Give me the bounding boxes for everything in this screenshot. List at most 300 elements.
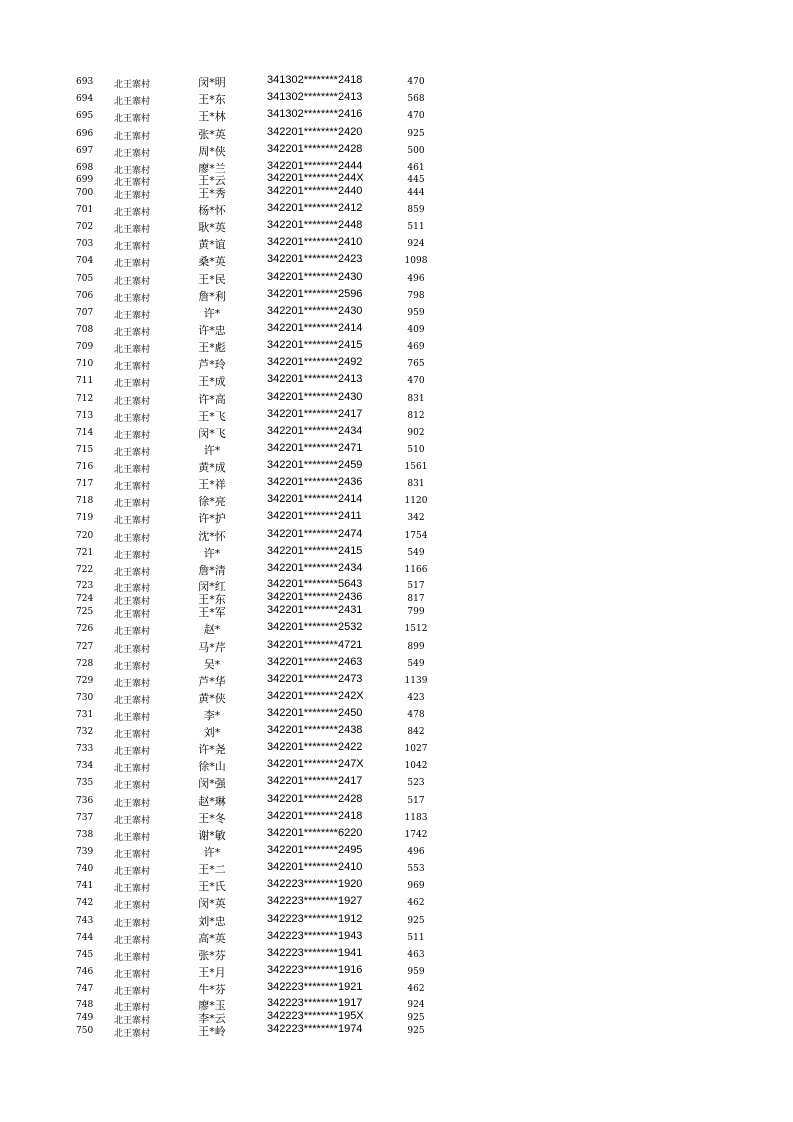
amount-value: 902 — [407, 428, 425, 438]
table-row — [0, 528, 793, 542]
amount-value: 925 — [407, 1026, 425, 1036]
person-name: 闵*强 — [198, 777, 226, 790]
id-number: 342201********2434 — [267, 425, 363, 437]
row-number: 733 — [76, 744, 94, 754]
id-number: 342201********2596 — [267, 288, 363, 300]
id-number: 342201********2532 — [267, 621, 363, 633]
id-number: 342201********2430 — [267, 305, 363, 317]
amount-value: 1166 — [404, 565, 428, 575]
village-name: 北王寨村 — [114, 80, 151, 90]
person-name: 耿*英 — [198, 221, 226, 234]
village-name: 北王寨村 — [114, 645, 151, 655]
table-row — [0, 775, 793, 789]
id-number: 342201********2411 — [267, 510, 362, 522]
row-number: 713 — [76, 411, 94, 421]
id-number: 342201********2436 — [267, 591, 363, 603]
table-row — [0, 964, 793, 978]
row-number: 710 — [76, 359, 94, 369]
person-name: 闵*飞 — [198, 427, 226, 440]
person-name: 闵*明 — [198, 76, 226, 89]
table-row — [0, 741, 793, 755]
person-name: 王*飞 — [198, 410, 226, 423]
amount-value: 553 — [407, 864, 425, 874]
id-number: 342201********4721 — [267, 639, 363, 651]
row-number: 746 — [76, 967, 94, 977]
person-name: 詹*清 — [198, 564, 226, 577]
table-row — [0, 1010, 793, 1024]
amount-value: 798 — [407, 291, 425, 301]
person-name: 王*东 — [198, 93, 226, 106]
amount-value: 462 — [407, 984, 425, 994]
amount-value: 549 — [407, 659, 425, 669]
id-number: 342223********1920 — [267, 878, 363, 890]
table-row — [0, 827, 793, 841]
person-name: 王*氏 — [198, 880, 226, 893]
row-number: 731 — [76, 710, 94, 720]
table-row — [0, 476, 793, 490]
row-number: 698 — [76, 163, 94, 173]
row-number: 703 — [76, 239, 94, 249]
village-name: 北王寨村 — [114, 97, 151, 107]
row-number: 717 — [76, 479, 94, 489]
id-number: 342201********2492 — [267, 356, 363, 368]
village-name: 北王寨村 — [114, 970, 151, 980]
table-row — [0, 442, 793, 456]
id-number: 342223********1927 — [267, 895, 363, 907]
id-number: 342201********2430 — [267, 391, 363, 403]
amount-value: 812 — [407, 411, 425, 421]
row-number: 743 — [76, 916, 94, 926]
table-row — [0, 690, 793, 704]
id-number: 342201********2417 — [267, 775, 363, 787]
id-number: 342201********247X — [267, 758, 364, 770]
village-name: 北王寨村 — [114, 901, 151, 911]
amount-value: 462 — [407, 898, 425, 908]
person-name: 张*芬 — [198, 949, 226, 962]
id-number: 342201********2463 — [267, 656, 363, 668]
row-number: 715 — [76, 445, 94, 455]
table-row — [0, 997, 793, 1011]
amount-value: 463 — [407, 950, 425, 960]
village-name: 北王寨村 — [114, 534, 151, 544]
amount-value: 496 — [407, 274, 425, 284]
amount-value: 500 — [407, 146, 425, 156]
id-number: 342201********2471 — [267, 442, 363, 454]
village-name: 北王寨村 — [114, 362, 151, 372]
table-row — [0, 707, 793, 721]
person-name: 芦*玲 — [198, 358, 226, 371]
id-number: 342201********2417 — [267, 408, 363, 420]
person-name: 许*尧 — [198, 743, 226, 756]
amount-value: 1027 — [404, 744, 428, 754]
person-name: 王*月 — [198, 966, 226, 979]
table-row — [0, 810, 793, 824]
amount-value: 1120 — [404, 496, 428, 506]
village-name: 北王寨村 — [114, 114, 151, 124]
person-name: 王*东 — [198, 593, 226, 606]
village-name: 北王寨村 — [114, 259, 151, 269]
row-number: 726 — [76, 624, 94, 634]
person-name: 马*芹 — [198, 641, 226, 654]
person-name: 张*英 — [198, 128, 226, 141]
row-number: 750 — [76, 1026, 94, 1036]
person-name: 沈*怀 — [198, 530, 226, 543]
id-number: 342201********5643 — [267, 578, 363, 590]
person-name: 王*成 — [198, 375, 226, 388]
table-row — [0, 322, 793, 336]
id-number: 342201********2473 — [267, 673, 363, 685]
amount-value: 765 — [407, 359, 425, 369]
id-number: 342201********2412 — [267, 202, 363, 214]
village-name: 北王寨村 — [114, 597, 151, 607]
table-row — [0, 913, 793, 927]
amount-value: 568 — [407, 94, 425, 104]
table-row — [0, 356, 793, 370]
row-number: 723 — [76, 581, 94, 591]
row-number: 709 — [76, 342, 94, 352]
table-row — [0, 408, 793, 422]
amount-value: 517 — [407, 581, 425, 591]
person-name: 王*云 — [198, 174, 226, 187]
village-name: 北王寨村 — [114, 696, 151, 706]
village-name: 北王寨村 — [114, 397, 151, 407]
village-name: 北王寨村 — [114, 277, 151, 287]
village-name: 北王寨村 — [114, 850, 151, 860]
amount-value: 925 — [407, 1013, 425, 1023]
village-name: 北王寨村 — [114, 987, 151, 997]
village-name: 北王寨村 — [114, 867, 151, 877]
row-number: 728 — [76, 659, 94, 669]
amount-value: 831 — [407, 394, 425, 404]
person-name: 廖*兰 — [198, 162, 226, 175]
id-number: 342201********2414 — [267, 322, 363, 334]
id-number: 342201********2431 — [267, 604, 363, 616]
table-row — [0, 143, 793, 157]
amount-value: 1561 — [404, 462, 428, 472]
amount-value: 1042 — [404, 761, 428, 771]
village-name: 北王寨村 — [114, 448, 151, 458]
village-name: 北王寨村 — [114, 178, 151, 188]
village-name: 北王寨村 — [114, 1016, 151, 1026]
person-name: 王*林 — [198, 110, 226, 123]
amount-value: 1754 — [404, 531, 428, 541]
table-row — [0, 545, 793, 559]
id-number: 342201********6220 — [267, 827, 363, 839]
id-number: 342223********1912 — [267, 913, 363, 925]
person-name: 刘* — [203, 726, 221, 739]
table-row — [0, 578, 793, 592]
table-row — [0, 459, 793, 473]
row-number: 712 — [76, 394, 94, 404]
row-number: 711 — [76, 376, 94, 386]
table-row — [0, 339, 793, 353]
id-number: 342201********2434 — [267, 562, 363, 574]
row-number: 745 — [76, 950, 94, 960]
amount-value: 1512 — [404, 624, 428, 634]
table-row — [0, 844, 793, 858]
village-name: 北王寨村 — [114, 584, 151, 594]
id-number: 342223********1974 — [267, 1023, 363, 1035]
amount-value: 859 — [407, 205, 425, 215]
person-name: 王*祥 — [198, 478, 226, 491]
amount-value: 470 — [407, 376, 425, 386]
village-name: 北王寨村 — [114, 311, 151, 321]
amount-value: 1183 — [404, 813, 428, 823]
person-name: 李* — [203, 709, 221, 722]
amount-value: 959 — [407, 308, 425, 318]
id-number: 342201********2415 — [267, 545, 363, 557]
table-row — [0, 930, 793, 944]
amount-value: 959 — [407, 967, 425, 977]
amount-value: 817 — [407, 594, 425, 604]
row-number: 702 — [76, 222, 94, 232]
table-row — [0, 724, 793, 738]
village-name: 北王寨村 — [114, 953, 151, 963]
person-name: 刘*忠 — [198, 915, 226, 928]
person-name: 许* — [203, 846, 221, 859]
row-number: 716 — [76, 462, 94, 472]
id-number: 342201********242X — [267, 690, 364, 702]
row-number: 736 — [76, 796, 94, 806]
table-row — [0, 391, 793, 405]
village-name: 北王寨村 — [114, 884, 151, 894]
person-name: 詹*利 — [198, 290, 226, 303]
id-number: 341302********2416 — [267, 108, 363, 120]
person-name: 桑*英 — [198, 255, 226, 268]
village-name: 北王寨村 — [114, 242, 151, 252]
row-number: 724 — [76, 594, 94, 604]
table-row — [0, 861, 793, 875]
row-number: 695 — [76, 111, 94, 121]
village-name: 北王寨村 — [114, 294, 151, 304]
row-number: 735 — [76, 778, 94, 788]
person-name: 徐*亮 — [198, 495, 226, 508]
amount-value: 478 — [407, 710, 425, 720]
amount-value: 461 — [407, 163, 425, 173]
person-name: 许* — [203, 307, 221, 320]
row-number: 705 — [76, 274, 94, 284]
id-number: 342201********2415 — [267, 339, 363, 351]
id-number: 342223********1921 — [267, 981, 363, 993]
village-name: 北王寨村 — [114, 781, 151, 791]
village-name: 北王寨村 — [114, 764, 151, 774]
person-name: 黄*成 — [198, 461, 226, 474]
row-number: 747 — [76, 984, 94, 994]
amount-value: 899 — [407, 642, 425, 652]
amount-value: 969 — [407, 881, 425, 891]
table-row — [0, 656, 793, 670]
person-name: 闵*英 — [198, 897, 226, 910]
row-number: 738 — [76, 830, 94, 840]
row-number: 742 — [76, 898, 94, 908]
person-name: 芦*华 — [198, 675, 226, 688]
table-row — [0, 74, 793, 88]
table-row — [0, 591, 793, 605]
person-name: 赵*琳 — [198, 795, 226, 808]
person-name: 王*民 — [198, 273, 226, 286]
id-number: 342201********2410 — [267, 236, 363, 248]
table-row — [0, 425, 793, 439]
id-number: 342201********2413 — [267, 373, 363, 385]
person-name: 王*彪 — [198, 341, 226, 354]
village-name: 北王寨村 — [114, 747, 151, 757]
amount-value: 549 — [407, 548, 425, 558]
table-row — [0, 604, 793, 618]
amount-value: 517 — [407, 796, 425, 806]
id-number: 342201********2448 — [267, 219, 363, 231]
person-name: 廖*玉 — [198, 999, 226, 1012]
id-number: 342201********2420 — [267, 126, 363, 138]
table-row — [0, 562, 793, 576]
person-name: 许*护 — [198, 512, 226, 525]
amount-value: 925 — [407, 129, 425, 139]
amount-value: 511 — [407, 222, 425, 232]
person-name: 许* — [203, 444, 221, 457]
person-name: 李*云 — [198, 1012, 226, 1025]
row-number: 730 — [76, 693, 94, 703]
village-name: 北王寨村 — [114, 414, 151, 424]
id-number: 342223********195X — [267, 1010, 364, 1022]
row-number: 696 — [76, 129, 94, 139]
village-name: 北王寨村 — [114, 1003, 151, 1013]
table-row — [0, 878, 793, 892]
amount-value: 423 — [407, 693, 425, 703]
id-number: 342201********2418 — [267, 810, 363, 822]
id-number: 341302********2413 — [267, 91, 363, 103]
village-name: 北王寨村 — [114, 225, 151, 235]
amount-value: 924 — [407, 1000, 425, 1010]
table-row — [0, 202, 793, 216]
person-name: 赵* — [203, 623, 221, 636]
village-name: 北王寨村 — [114, 132, 151, 142]
amount-value: 1098 — [404, 256, 428, 266]
row-number: 707 — [76, 308, 94, 318]
table-row — [0, 493, 793, 507]
row-number: 740 — [76, 864, 94, 874]
table-row — [0, 758, 793, 772]
row-number: 732 — [76, 727, 94, 737]
table-row — [0, 126, 793, 140]
person-name: 许* — [203, 547, 221, 560]
amount-value: 470 — [407, 77, 425, 87]
person-name: 闵*红 — [198, 580, 226, 593]
table-row — [0, 947, 793, 961]
id-number: 342201********2422 — [267, 741, 363, 753]
table-row — [0, 305, 793, 319]
id-number: 342201********2430 — [267, 271, 363, 283]
id-number: 342223********1941 — [267, 947, 363, 959]
table-row — [0, 91, 793, 105]
village-name: 北王寨村 — [114, 730, 151, 740]
village-name: 北王寨村 — [114, 627, 151, 637]
table-row — [0, 621, 793, 635]
table-row — [0, 793, 793, 807]
table-row — [0, 236, 793, 250]
row-number: 739 — [76, 847, 94, 857]
row-number: 697 — [76, 146, 94, 156]
amount-value: 842 — [407, 727, 425, 737]
id-number: 342223********1943 — [267, 930, 363, 942]
row-number: 706 — [76, 291, 94, 301]
amount-value: 496 — [407, 847, 425, 857]
village-name: 北王寨村 — [114, 191, 151, 201]
table-row — [0, 172, 793, 186]
person-name: 黄*侠 — [198, 692, 226, 705]
row-number: 694 — [76, 94, 94, 104]
row-number: 748 — [76, 1000, 94, 1010]
amount-value: 510 — [407, 445, 425, 455]
id-number: 341302********2418 — [267, 74, 363, 86]
row-number: 741 — [76, 881, 94, 891]
village-name: 北王寨村 — [114, 166, 151, 176]
id-number: 342201********2428 — [267, 793, 363, 805]
row-number: 744 — [76, 933, 94, 943]
table-row — [0, 981, 793, 995]
village-name: 北王寨村 — [114, 713, 151, 723]
row-number: 722 — [76, 565, 94, 575]
row-number: 701 — [76, 205, 94, 215]
id-number: 342201********2440 — [267, 185, 363, 197]
amount-value: 342 — [407, 513, 425, 523]
person-name: 许*忠 — [198, 324, 226, 337]
table-row — [0, 639, 793, 653]
amount-value: 444 — [407, 188, 425, 198]
person-name: 许*高 — [198, 393, 226, 406]
amount-value: 523 — [407, 778, 425, 788]
row-number: 708 — [76, 325, 94, 335]
person-name: 黄*谊 — [198, 238, 226, 251]
person-name: 吴* — [203, 658, 221, 671]
village-name: 北王寨村 — [114, 833, 151, 843]
village-name: 北王寨村 — [114, 610, 151, 620]
table-row — [0, 673, 793, 687]
person-name: 王*军 — [198, 606, 226, 619]
village-name: 北王寨村 — [114, 465, 151, 475]
row-number: 727 — [76, 642, 94, 652]
id-number: 342201********2438 — [267, 724, 363, 736]
person-name: 王*二 — [198, 863, 226, 876]
row-number: 704 — [76, 256, 94, 266]
row-number: 693 — [76, 77, 94, 87]
row-number: 720 — [76, 531, 94, 541]
table-row — [0, 1023, 793, 1037]
table-row — [0, 253, 793, 267]
amount-value: 1139 — [404, 676, 428, 686]
village-name: 北王寨村 — [114, 482, 151, 492]
row-number: 729 — [76, 676, 94, 686]
amount-value: 925 — [407, 916, 425, 926]
table-row — [0, 373, 793, 387]
table-row — [0, 271, 793, 285]
village-name: 北王寨村 — [114, 379, 151, 389]
row-number: 737 — [76, 813, 94, 823]
id-number: 342201********2423 — [267, 253, 363, 265]
village-name: 北王寨村 — [114, 551, 151, 561]
village-name: 北王寨村 — [114, 516, 151, 526]
person-name: 徐*山 — [198, 760, 226, 773]
id-number: 342201********2459 — [267, 459, 363, 471]
table-row — [0, 510, 793, 524]
village-name: 北王寨村 — [114, 919, 151, 929]
id-number: 342201********2474 — [267, 528, 363, 540]
id-number: 342201********244X — [267, 172, 364, 184]
village-name: 北王寨村 — [114, 149, 151, 159]
row-number: 725 — [76, 607, 94, 617]
row-number: 749 — [76, 1013, 94, 1023]
id-number: 342201********2410 — [267, 861, 363, 873]
amount-value: 445 — [407, 175, 425, 185]
table-row — [0, 219, 793, 233]
